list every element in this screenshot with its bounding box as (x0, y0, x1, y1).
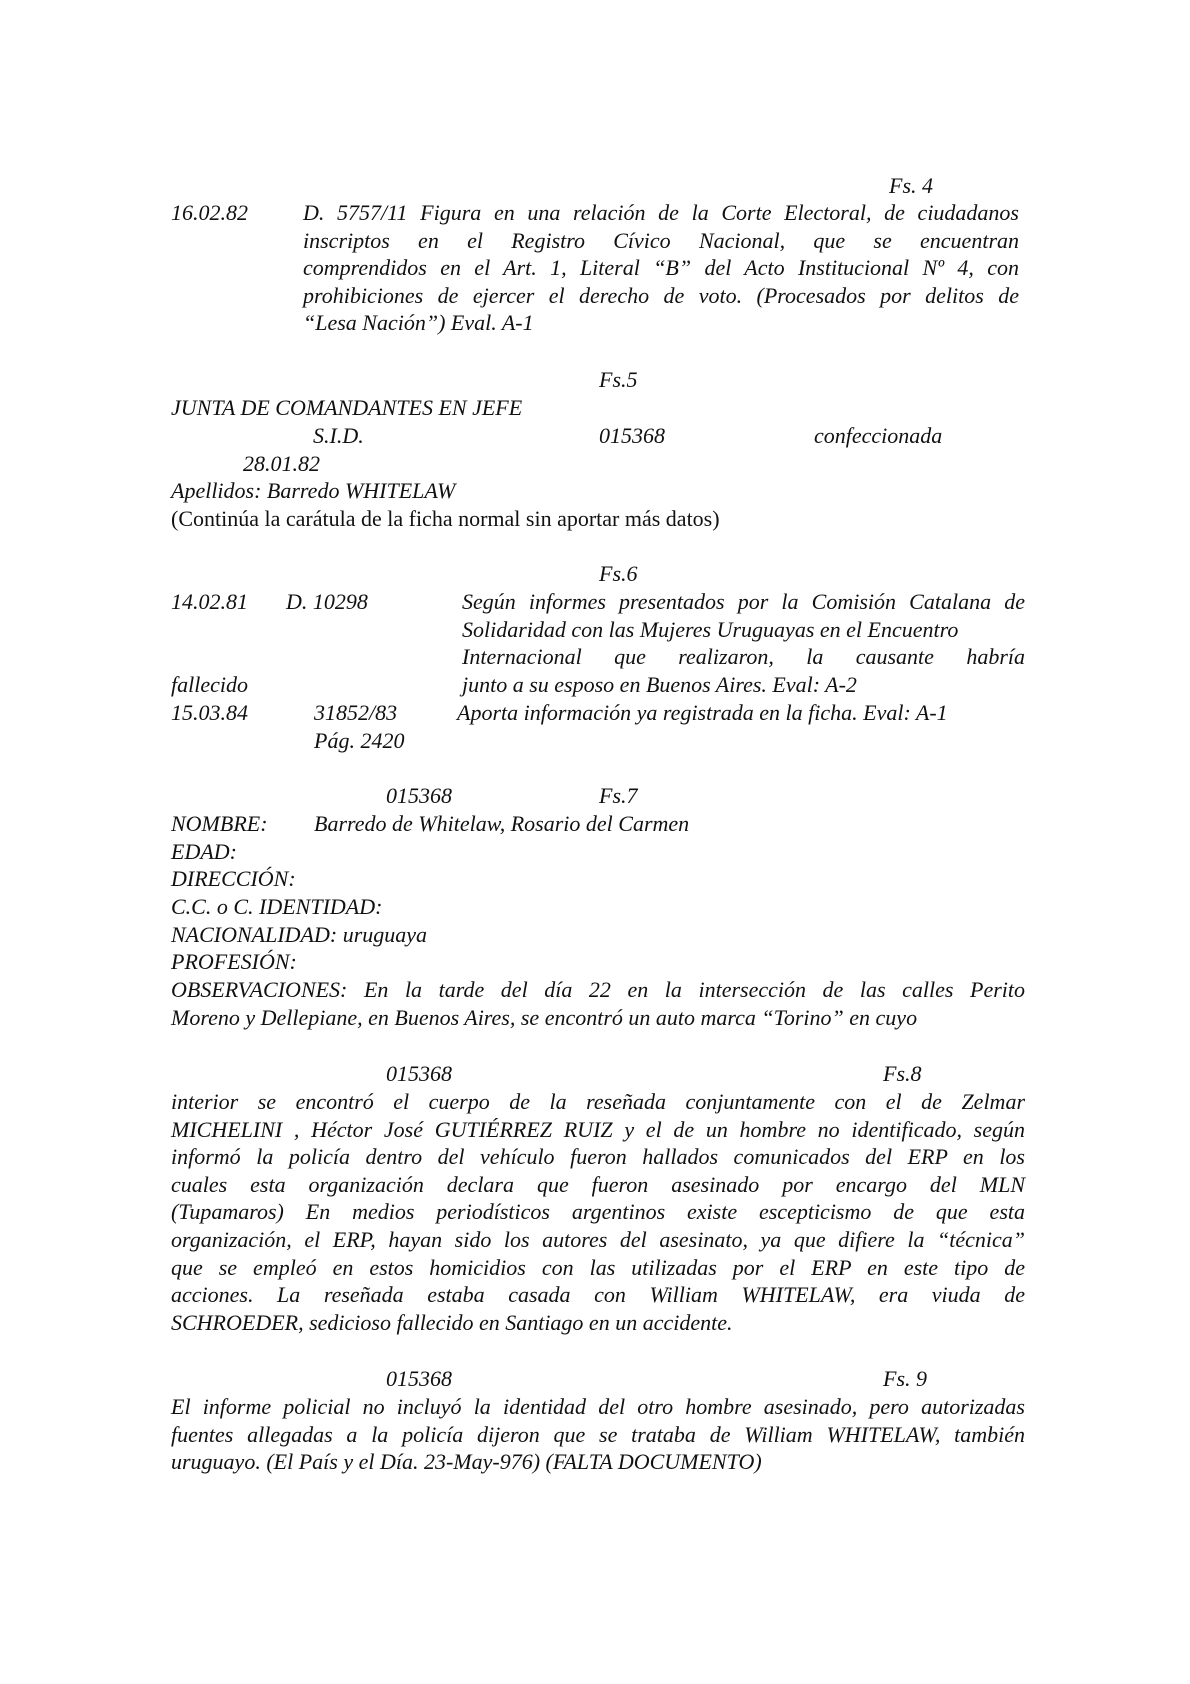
fs8-line: informó la policía dentro del vehículo fueron hallados comunicados del ERP en los (171, 1144, 1025, 1170)
fs6-entry1-doc: D. 10298 (286, 589, 368, 614)
fs4-line: inscriptos en el Registro Cívico Nacional, que se encuentran (303, 227, 1019, 253)
fs6-entry2-text: Aporta información ya registrada en la ficha. Eval: A-1 (457, 700, 948, 725)
fs6-entry1-line: junto a su esposo en Buenos Aires. Eval: A-2 (462, 671, 857, 697)
fs7-direccion: DIRECCIÓN: (171, 866, 296, 891)
fs7-page-label: Fs.7 (599, 783, 638, 808)
fs5-number: 015368 (599, 423, 665, 448)
fs9-paragraph (171, 1393, 1025, 1476)
fs8-line: organización, el ERP, hayan sido los autores del asesinato, ya que difiere la “técnica” (171, 1226, 1025, 1252)
fs6-entry2-page: Pág. 2420 (314, 728, 405, 753)
fs6-entry1-line: Solidaridad con las Mujeres Uruguayas en el Encuentro (462, 616, 959, 642)
fs9-line: El informe policial no incluyó la identidad del otro hombre asesinado, pero autorizadas (171, 1394, 1025, 1419)
fs4-line: comprendidos en el Art. 1, Literal “B” del Acto Institucional Nº 4, con (303, 255, 1019, 281)
fs7-number: 015368 (386, 783, 452, 808)
fs5-status: confeccionada (814, 423, 943, 448)
fs6-entry1-side-label: fallecido (171, 672, 248, 697)
fs4-page-label: Fs. 4 (889, 173, 933, 198)
fs7-nombre-label: NOMBRE: (171, 811, 268, 836)
fs7-obs-line: Moreno y Dellepiane, en Buenos Aires, se encontró un auto marca “Torino” en cuyo (171, 1004, 918, 1030)
fs4-line: prohibiciones de ejercer el derecho de voto. (Procesados por delitos de (303, 282, 1019, 308)
fs6-entry2-date: 15.03.84 (171, 700, 248, 725)
fs7-identidad: C.C. o C. IDENTIDAD: (171, 894, 383, 919)
fs6-entry1-line: Internacional que realizaron, la causante habría (462, 644, 1025, 670)
fs6-entry2-doc: 31852/83 (314, 700, 398, 725)
fs5-date: 28.01.82 (243, 451, 320, 476)
fs4-date: 16.02.82 (171, 200, 248, 225)
fs8-number: 015368 (386, 1061, 452, 1086)
fs7-nacionalidad: NACIONALIDAD: uruguaya (171, 922, 428, 947)
fs5-page-label: Fs.5 (599, 367, 638, 392)
fs6-entry1-text (462, 588, 1025, 698)
fs5-heading: JUNTA DE COMANDANTES EN JEFE (171, 395, 523, 420)
fs7-observaciones (171, 976, 1025, 1031)
fs7-nombre-value: Barredo de Whitelaw, Rosario del Carmen (314, 811, 690, 836)
fs5-note: (Continúa la carátula de la ficha normal sin aportar más datos) (171, 506, 720, 531)
fs5-surnames: Apellidos: Barredo WHITELAW (171, 478, 456, 503)
fs8-line: que se empleó en estos homicidios con las utilizadas por el ERP en este tipo de (171, 1254, 1025, 1280)
fs8-line: SCHROEDER, sedicioso fallecido en Santiago en un accidente. (171, 1309, 733, 1335)
fs8-line: interior se encontró el cuerpo de la reseñada conjuntamente con el de Zelmar (171, 1089, 1025, 1114)
fs6-entry1-line: Según informes presentados por la Comisión Catalana de (462, 589, 1025, 614)
fs4-line: D. 5757/11 Figura en una relación de la Corte Electoral, de ciudadanos (303, 200, 1019, 225)
fs8-page-label: Fs.8 (883, 1061, 922, 1086)
fs8-line: MICHELINI , Héctor José GUTIÉRREZ RUIZ y el de un hombre no identificado, según (171, 1116, 1025, 1142)
fs8-line: cuales esta organización declara que fueron asesinado por encargo del MLN (171, 1171, 1025, 1197)
fs7-profesion: PROFESIÓN: (171, 949, 297, 974)
fs6-page-label: Fs.6 (599, 561, 638, 586)
fs9-line: fuentes allegadas a la policía dijeron que se trataba de William WHITELAW, también (171, 1421, 1025, 1447)
fs4-line: “Lesa Nación”) Eval. A-1 (303, 310, 534, 336)
fs9-number: 015368 (386, 1366, 452, 1391)
fs6-entry1-date: 14.02.81 (171, 589, 248, 614)
fs9-page-label: Fs. 9 (883, 1366, 927, 1391)
fs9-line: uruguayo. (El País y el Día. 23-May-976) (FALTA DOCUMENTO) (171, 1449, 762, 1475)
fs5-sid: S.I.D. (313, 423, 364, 448)
fs4-entry-text (303, 199, 1019, 337)
fs8-paragraph (171, 1088, 1025, 1336)
fs8-line: acciones. La reseñada estaba casada con William WHITELAW, era viuda de (171, 1282, 1025, 1308)
fs7-edad: EDAD: (171, 839, 237, 864)
fs7-obs-line: OBSERVACIONES: En la tarde del día 22 en la intersección de las calles Perito (171, 977, 1025, 1002)
fs8-line: (Tupamaros) En medios periodísticos argentinos existe escepticismo de que esta (171, 1199, 1025, 1225)
